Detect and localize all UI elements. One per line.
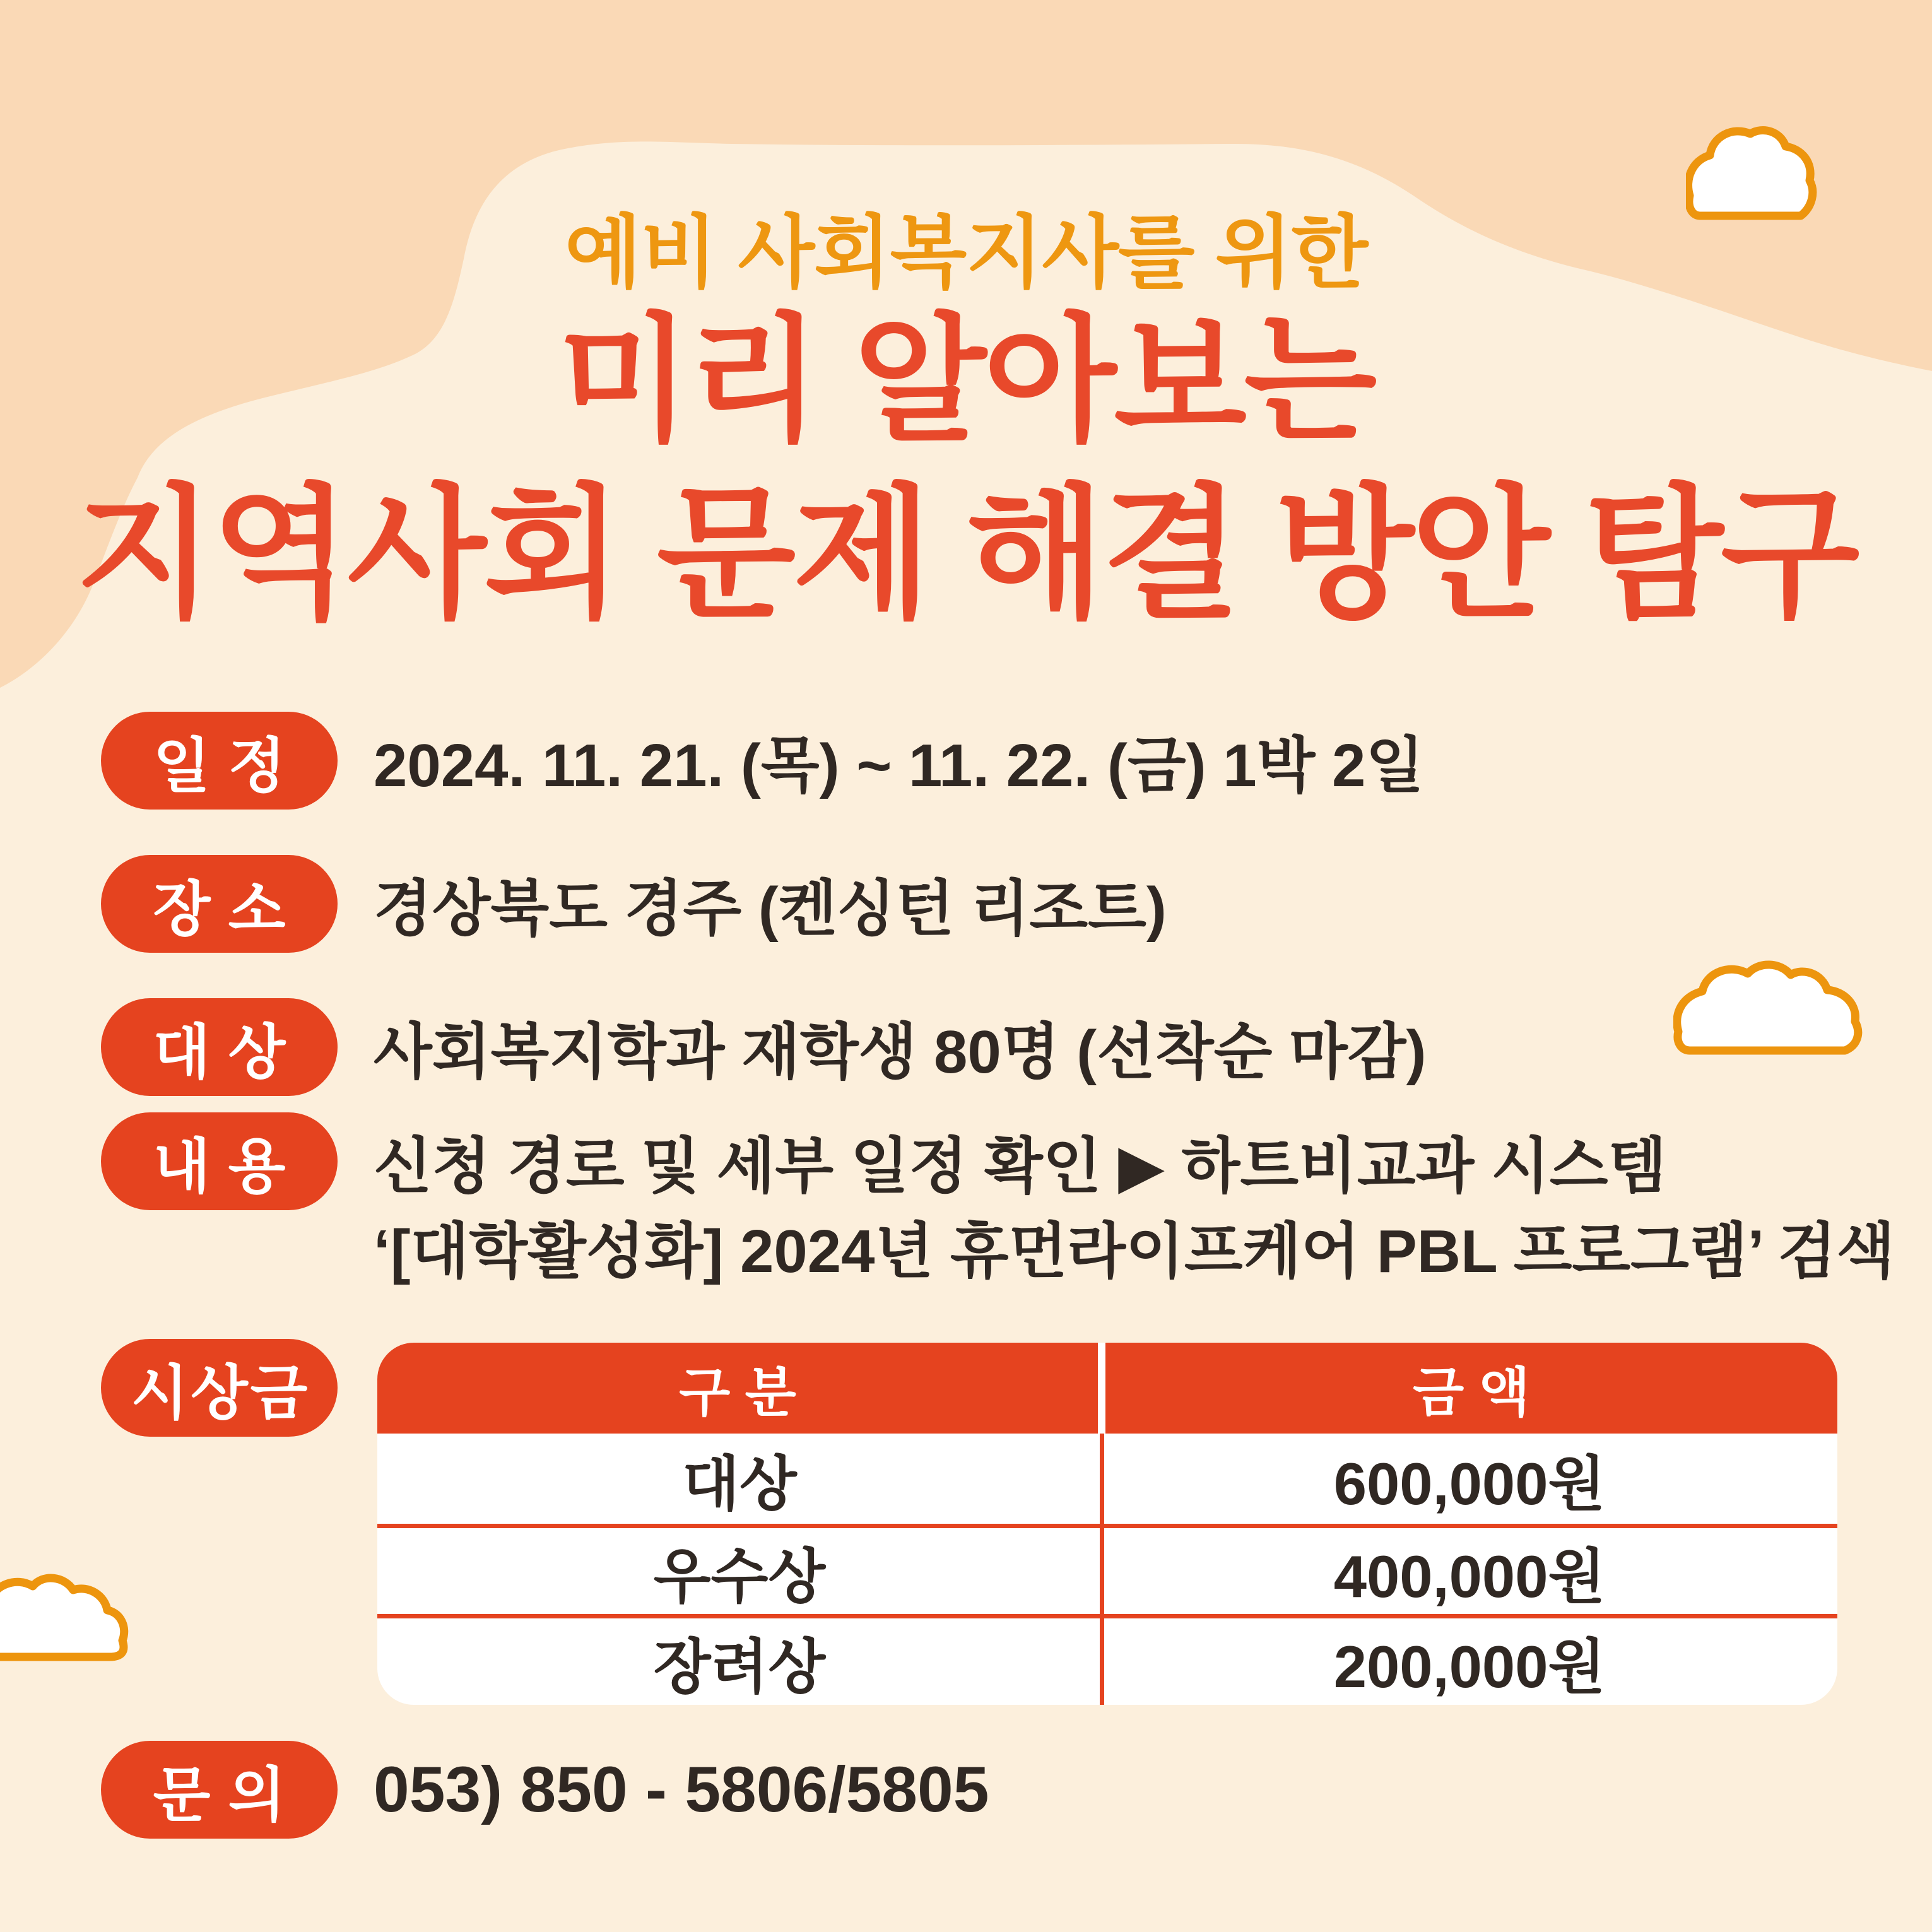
eyebrow-text: 예비 사회복지사를 위한 <box>564 208 1368 297</box>
content-text-line-1: 신청 경로 및 세부 일정 확인 ▶ 하트비교과 시스템 <box>374 1133 1667 1200</box>
prize-table-header-amount: 금 액 <box>1105 1343 1837 1434</box>
venue-label-pill: 장소 <box>101 855 338 953</box>
prize-category: 우수상 <box>653 1543 826 1610</box>
prize-table-header-row <box>377 1343 1837 1434</box>
prize-table-row <box>377 1434 1837 1524</box>
main-title-line-2: 지역사회 문제 해결 방안 탐구 <box>75 474 1857 635</box>
prize-table <box>377 1343 1837 1705</box>
prize-label-pill: 시상금 <box>101 1339 338 1437</box>
prize-category: 대상 <box>682 1451 797 1517</box>
prize-amount: 400,000원 <box>1333 1543 1606 1610</box>
audience-label-pill: 대상 <box>101 998 338 1096</box>
schedule-label-pill: 일정 <box>101 712 338 810</box>
prize-table-row <box>377 1524 1837 1614</box>
prize-amount: 200,000원 <box>1333 1633 1606 1700</box>
prize-amount: 600,000원 <box>1333 1451 1606 1517</box>
content-label-pill: 내용 <box>101 1112 338 1210</box>
audience-text: 사회복지학과 재학생 80명 (선착순 마감) <box>374 1018 1427 1086</box>
main-title-line-1: 미리 알아보는 <box>558 304 1374 457</box>
table-column-divider <box>1100 1434 1104 1705</box>
prize-category: 장려상 <box>653 1633 826 1700</box>
contact-label-pill: 문의 <box>101 1741 338 1839</box>
schedule-text: 2024. 11. 21. (목) ~ 11. 22. (금) 1박 2일 <box>374 732 1425 799</box>
prize-table-header-category: 구 분 <box>377 1343 1098 1434</box>
content-text-line-2: ‘[대학활성화] 2024년 휴먼라이프케어 PBL 프로그램’ 검색 <box>374 1217 1895 1285</box>
contact-phone-text: 053) 850 - 5806/5805 <box>374 1753 989 1825</box>
venue-text: 경상북도 경주 (켄싱턴 리조트) <box>374 875 1167 943</box>
prize-table-row <box>377 1614 1837 1704</box>
